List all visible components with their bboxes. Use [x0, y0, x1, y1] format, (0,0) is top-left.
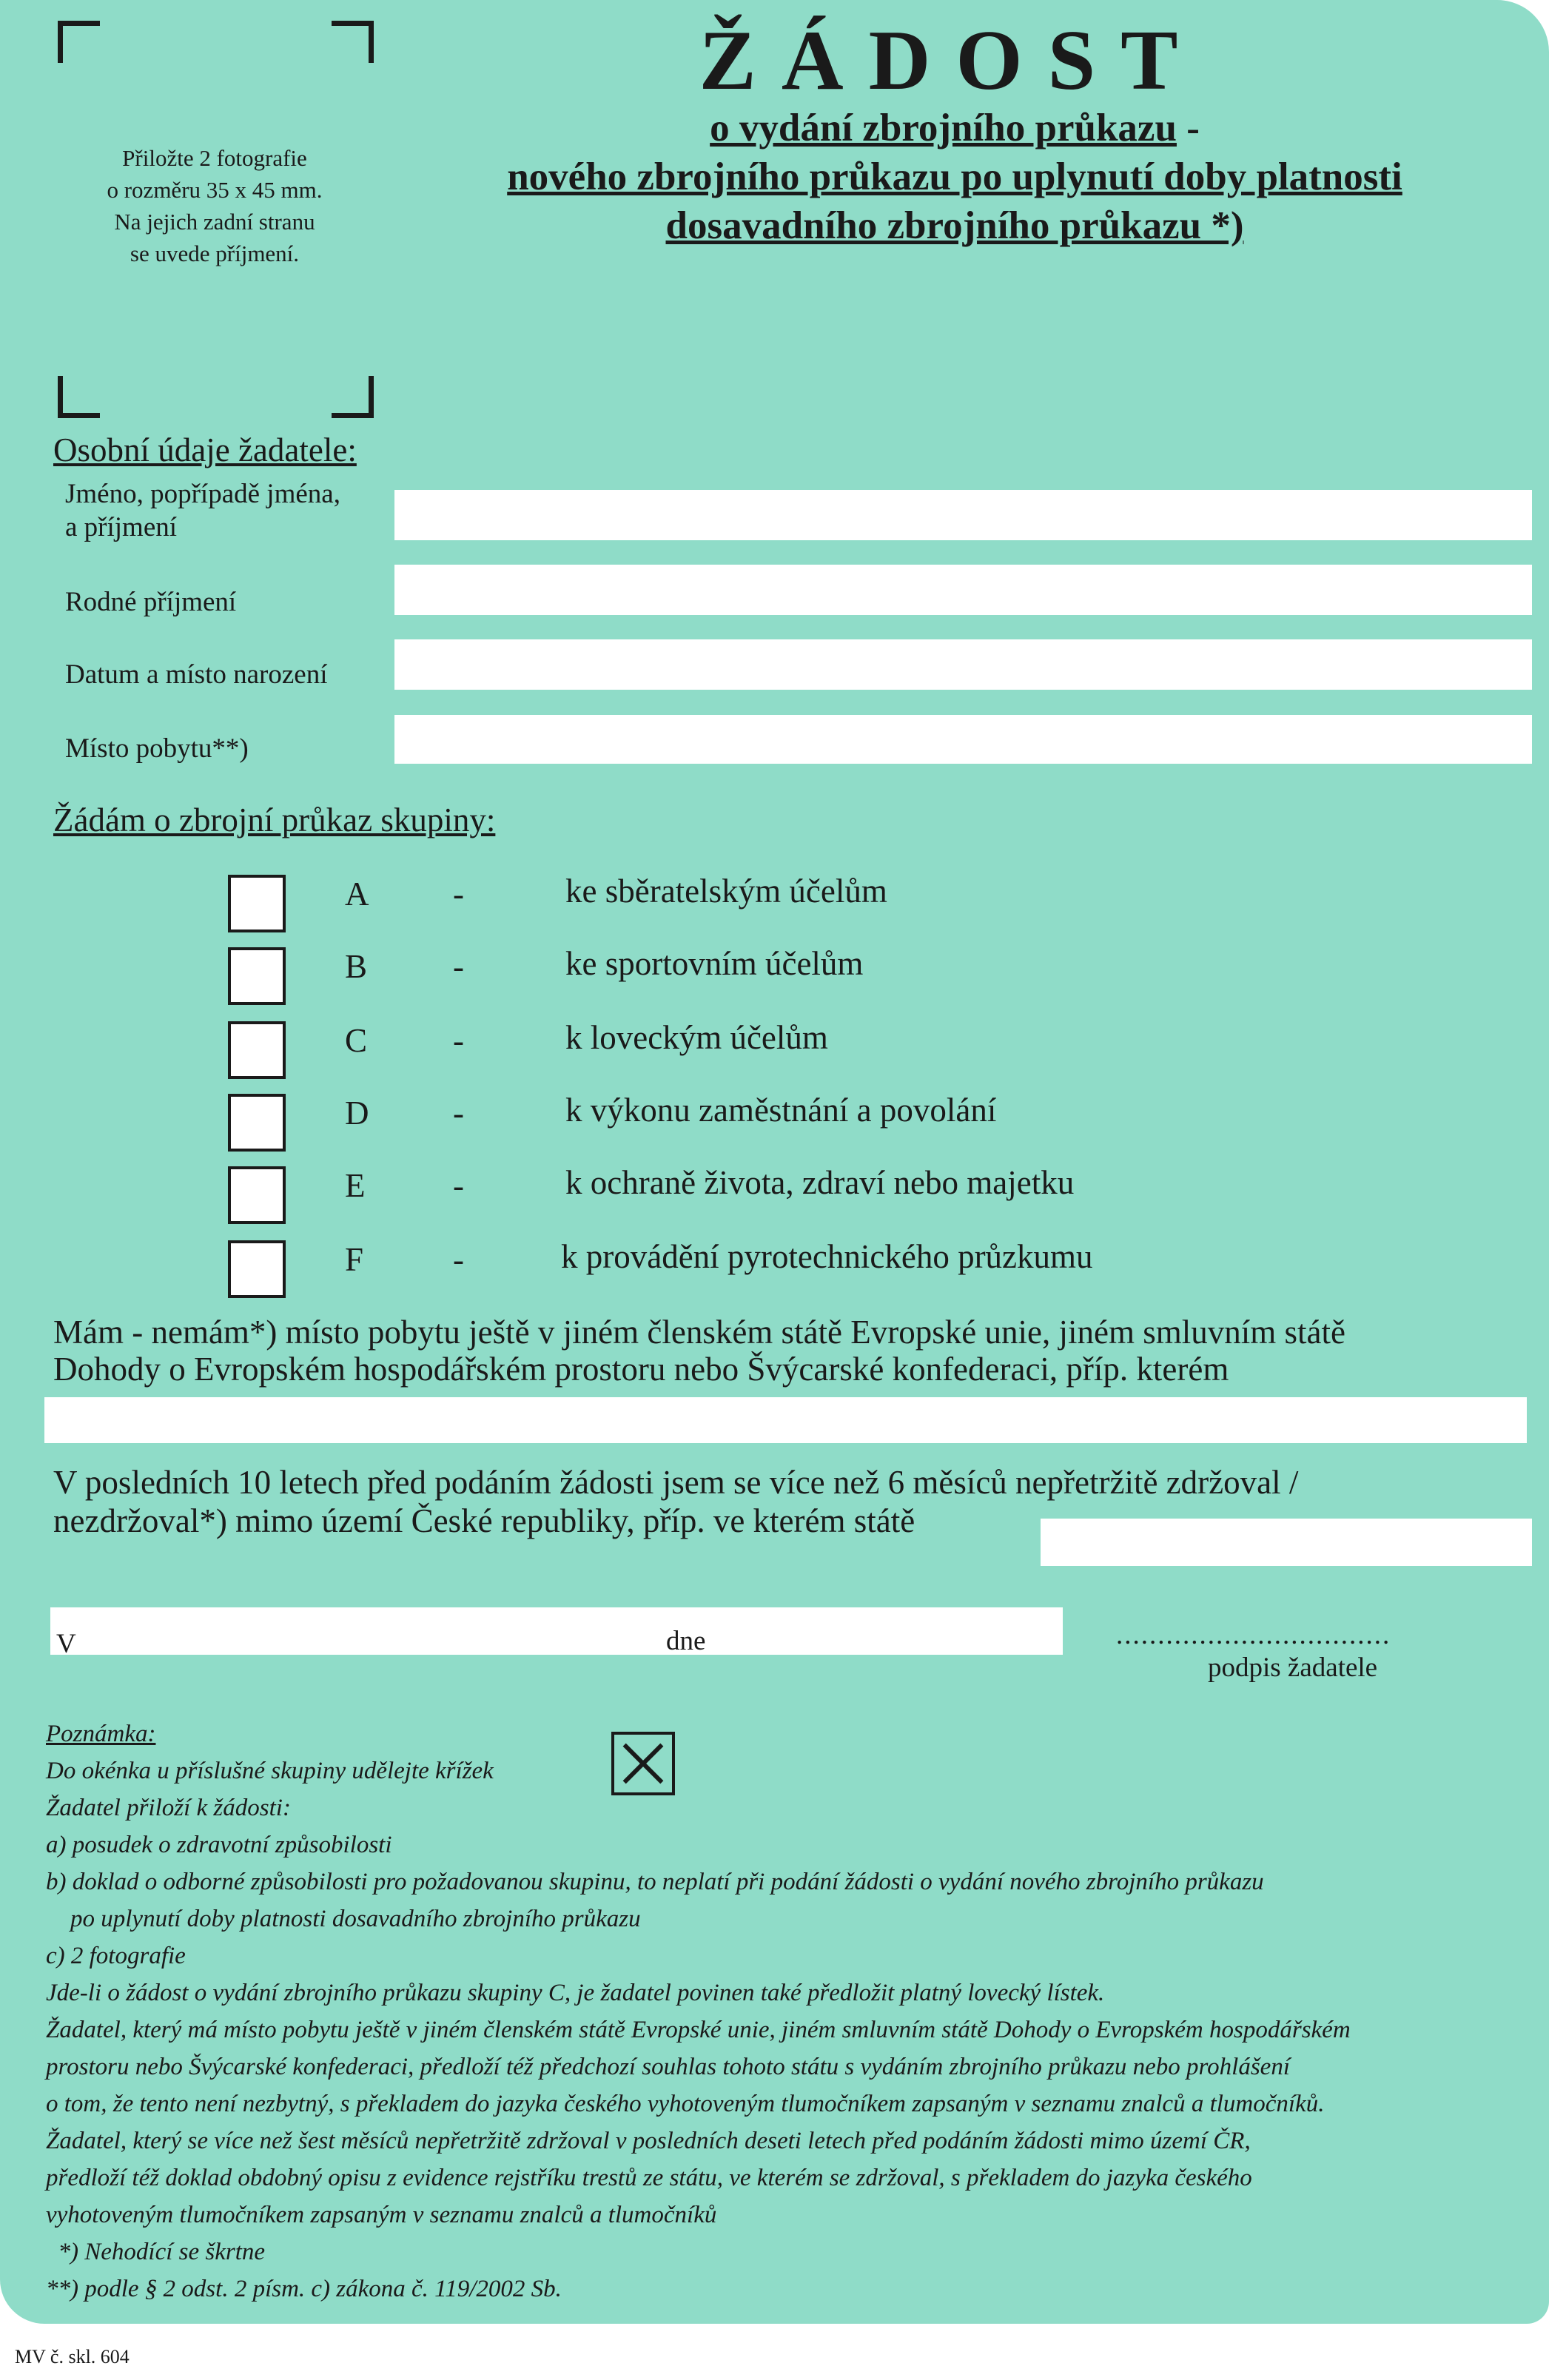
- birth-surname-field[interactable]: [394, 565, 1532, 615]
- note-line: prostoru nebo Švýcarské konfederaci, předloží též předchozí souhlas tohoto státu s vydáním zbrojního průkazu nebo prohlášení: [46, 2054, 1291, 2080]
- subtitle-line-2: nového zbrojního průkazu po uplynutí doby platnosti: [507, 155, 1402, 198]
- group-c-checkbox[interactable]: [228, 1021, 286, 1079]
- abroad-line-2: nezdržoval*) mimo území České republiky, příp. ve kterém státě: [53, 1502, 915, 1539]
- group-a-dash: -: [453, 875, 464, 912]
- form-number: MV č. skl. 604: [15, 2346, 130, 2367]
- residence-label: Místo pobytu**): [65, 733, 249, 764]
- photo-instruction-line: se uvede příjmení.: [130, 241, 300, 266]
- birth-surname-label: Rodné příjmení: [65, 587, 237, 617]
- note-line: vyhotoveným tlumočníkem zapsaným v seznamu znalců a tlumočníků: [46, 2202, 717, 2228]
- group-b-dash: -: [453, 948, 464, 985]
- group-f-checkbox[interactable]: [228, 1240, 286, 1298]
- group-d-letter: D: [345, 1095, 369, 1132]
- photo-corner-top-left: [58, 21, 100, 63]
- abroad-state-field[interactable]: [1041, 1519, 1532, 1566]
- place-label: V: [56, 1629, 76, 1659]
- place-date-field[interactable]: [50, 1607, 1063, 1655]
- eu-residence-field[interactable]: [44, 1397, 1527, 1443]
- photo-corner-top-right: [332, 21, 374, 63]
- note-line: Žadatel, který má místo pobytu ještě v jiném členském státě Evropské unie, jiném smluvním státě Dohody o Evropském hospodářském: [46, 2017, 1351, 2043]
- notes-heading: Poznámka:: [46, 1721, 156, 1747]
- group-f-description: k provádění pyrotechnického průzkumu: [561, 1238, 1093, 1275]
- group-d-dash: -: [453, 1095, 464, 1132]
- photo-corner-bottom-right: [332, 376, 374, 418]
- signature-line: .................................: [1116, 1620, 1391, 1650]
- form-subtitle: [400, 104, 1510, 250]
- residence-field[interactable]: [394, 715, 1532, 764]
- group-b-checkbox[interactable]: [228, 947, 286, 1005]
- photo-instruction-line: o rozměru 35 x 45 mm.: [107, 177, 323, 203]
- photo-corner-bottom-left: [58, 376, 100, 418]
- eu-residence-line-2: Dohody o Evropském hospodářském prostoru nebo Švýcarské konfederaci, příp. kterém: [53, 1351, 1229, 1388]
- photo-instructions: [67, 142, 363, 269]
- group-e-description: k ochraně života, zdraví nebo majetku: [565, 1164, 1075, 1201]
- note-line: předloží též doklad obdobný opisu z evidence rejstříku trestů ze státu, ve kterém se zdržoval, s překladem do jazyka českého: [46, 2165, 1252, 2191]
- abroad-line-1: V posledních 10 letech před podáním žádosti jsem se více než 6 měsíců nepřetržitě zdržoval /: [53, 1464, 1299, 1501]
- group-b-letter: B: [345, 948, 368, 985]
- eu-residence-line-1: Mám - nemám*) místo pobytu ještě v jiném členském státě Evropské unie, jiném smluvním státě: [53, 1314, 1345, 1351]
- photo-instruction-line: Přiložte 2 fotografie: [122, 145, 307, 171]
- note-line: Jde-li o žádost o vydání zbrojního průkazu skupiny C, je žadatel povinen také předložit platný lovecký lístek.: [46, 1980, 1105, 2006]
- group-c-letter: C: [345, 1022, 368, 1059]
- group-e-letter: E: [345, 1167, 366, 1204]
- subtitle-line-1: o vydání zbrojního průkazu: [710, 107, 1177, 149]
- groups-heading: Žádám o zbrojní průkaz skupiny:: [53, 801, 496, 838]
- name-field[interactable]: [394, 490, 1532, 540]
- group-f-dash: -: [453, 1241, 464, 1278]
- group-e-dash: -: [453, 1167, 464, 1204]
- form-title: ŽÁDOST: [699, 13, 1203, 108]
- birth-date-place-field[interactable]: [394, 639, 1532, 690]
- date-label: dne: [666, 1626, 706, 1656]
- note-line: **) podle § 2 odst. 2 písm. c) zákona č. 119/2002 Sb.: [46, 2276, 562, 2302]
- note-line: po uplynutí doby platnosti dosavadního zbrojního průkazu: [46, 1906, 641, 1932]
- group-c-dash: -: [453, 1022, 464, 1059]
- name-label-line-1: Jméno, popřípadě jména,: [65, 479, 340, 509]
- birth-date-place-label: Datum a místo narození: [65, 659, 328, 690]
- name-label-line-2: a příjmení: [65, 512, 178, 542]
- note-line: *) Nehodící se škrtne: [46, 2239, 266, 2265]
- subtitle-line-3: dosavadního zbrojního průkazu *): [665, 204, 1244, 247]
- checkbox-hint: Do okénka u příslušné skupiny udělejte křížek: [46, 1758, 494, 1784]
- group-a-description: ke sběratelským účelům: [565, 873, 887, 910]
- note-line: c) 2 fotografie: [46, 1943, 186, 1969]
- note-line: o tom, že tento není nezbytný, s překladem do jazyka českého vyhotoveným tlumočníkem zapsaným v seznamu znalců a tlumočníků.: [46, 2091, 1325, 2117]
- photo-instruction-line: Na jejich zadní stranu: [114, 209, 315, 235]
- group-d-checkbox[interactable]: [228, 1094, 286, 1152]
- signature-label: podpis žadatele: [1208, 1653, 1378, 1683]
- group-a-checkbox[interactable]: [228, 875, 286, 932]
- note-line: Žadatel, který se více než šest měsíců nepřetržitě zdržoval v posledních deseti letech před podáním žádosti mimo území ČR,: [46, 2128, 1251, 2154]
- note-line: a) posudek o zdravotní způsobilosti: [46, 1832, 392, 1858]
- group-d-description: k výkonu zaměstnání a povolání: [565, 1092, 997, 1129]
- subtitle-line-1-suffix: -: [1176, 107, 1200, 149]
- note-line: b) doklad o odborné způsobilosti pro požadovanou skupinu, to neplatí při podání žádosti o vydání nového zbrojního průkazu: [46, 1869, 1264, 1895]
- personal-heading: Osobní údaje žadatele:: [53, 431, 357, 468]
- note-line: Žadatel přiloží k žádosti:: [46, 1795, 291, 1821]
- group-a-letter: A: [345, 875, 369, 912]
- group-c-description: k loveckým účelům: [565, 1019, 828, 1056]
- group-f-letter: F: [345, 1241, 364, 1278]
- group-e-checkbox[interactable]: [228, 1166, 286, 1224]
- group-b-description: ke sportovním účelům: [565, 945, 864, 982]
- notes-section: [46, 1715, 1526, 2307]
